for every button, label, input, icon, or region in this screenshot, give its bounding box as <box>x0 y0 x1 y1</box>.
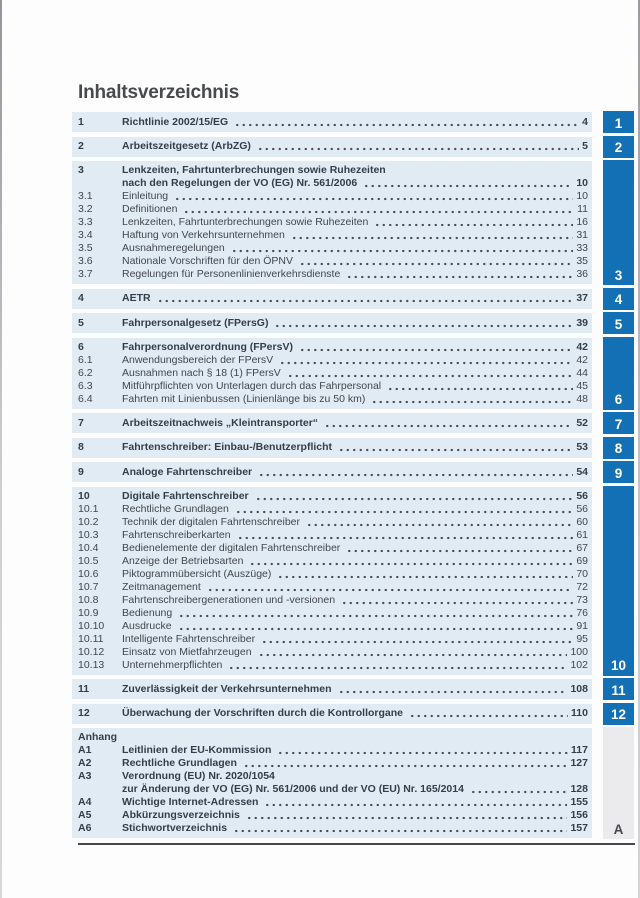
toc-group <box>72 462 592 482</box>
dot-leader <box>174 197 573 201</box>
toc-entry-number: 1 <box>78 115 84 128</box>
toc-row <box>72 393 592 406</box>
toc-entry-title: Einsatz von Mietfahrzeugen <box>122 645 252 658</box>
toc-entry-title: Ausdrucke <box>122 619 172 632</box>
toc-row <box>72 367 592 380</box>
toc-entry-title: Haftung von Verkehrsunternehmen <box>122 229 285 241</box>
toc-entry-title: Arbeitszeitgesetz (ArbZG) <box>122 140 251 152</box>
toc-entry-number: 3.2 <box>78 203 93 215</box>
toc-entry-title: Regelungen für Personenlinienverkehrsdienste <box>122 268 341 280</box>
toc-row <box>72 809 592 822</box>
toc-entry-title: Bedienelemente der digitalen Fahrtenschreiber <box>122 541 341 554</box>
toc-entry-number: 3 <box>78 164 84 176</box>
toc-row <box>72 731 592 744</box>
toc-row <box>72 542 592 555</box>
toc-group <box>72 338 592 409</box>
toc-entry-page: 39 <box>576 316 588 329</box>
toc-row <box>72 581 592 594</box>
toc-row <box>72 354 592 367</box>
dot-leader <box>228 666 567 670</box>
toc-entry-title: Fahrten mit Linienbussen (Linienlänge bis zu 50 km) <box>122 392 366 405</box>
dot-leader <box>374 223 573 227</box>
index-tab-label: 4 <box>614 292 623 307</box>
index-tab-1 <box>603 111 634 133</box>
toc-entry-page: 42 <box>576 353 588 366</box>
toc-entry-number: A5 <box>78 809 92 821</box>
toc-entry-number: 8 <box>78 441 84 453</box>
toc-entry-title: Digitale Fahrtenschreiber <box>122 489 249 502</box>
dot-leader <box>207 588 574 592</box>
toc-entry-page: 54 <box>576 465 588 478</box>
toc-entry-title: Lenkzeiten, Fahrtunterbrechungen sowie Ruhezeiten <box>122 164 386 176</box>
toc-group <box>72 438 592 458</box>
dot-leader <box>299 348 573 352</box>
index-tab-9 <box>603 461 634 483</box>
toc-entry-title: Fahrtenschreiberkarten <box>122 528 231 541</box>
dot-leader <box>277 575 573 579</box>
page-bottom-rule <box>78 843 635 845</box>
toc-content <box>72 82 592 845</box>
index-tab-label: 8 <box>614 441 623 456</box>
toc-entry-number: 3.5 <box>78 242 93 254</box>
toc-entry-number: 10 <box>78 489 90 502</box>
toc-entry-page: 42 <box>576 340 588 353</box>
toc-entry-title: Definitionen <box>122 203 178 215</box>
toc-entry-number: 6.4 <box>78 392 93 405</box>
toc-entry-number: 10.9 <box>78 606 99 619</box>
toc-row <box>72 380 592 393</box>
toc-row <box>72 607 592 620</box>
toc-entry-number: 3.3 <box>78 216 93 228</box>
toc-group <box>72 679 592 699</box>
toc-entry-page: 53 <box>576 441 588 453</box>
toc-row <box>72 783 592 796</box>
dot-leader <box>255 497 574 501</box>
toc-entry-number: 10.4 <box>78 541 99 554</box>
toc-entry-page: 70 <box>576 567 588 580</box>
index-tab-A <box>603 727 634 839</box>
index-tab-label: 5 <box>614 316 623 332</box>
toc-entry-title: Zeitmanagement <box>122 580 201 593</box>
toc-entry-page: 67 <box>576 541 588 554</box>
dot-leader <box>341 601 573 605</box>
dot-leader <box>324 424 573 428</box>
toc-entry-page: 52 <box>576 416 588 429</box>
index-tab-label: 1 <box>614 115 623 131</box>
toc-entry-page: 117 <box>571 744 588 756</box>
toc-entry-number: 3.6 <box>78 255 93 267</box>
toc-entry-page: 33 <box>576 242 588 254</box>
toc-entry-title: nach den Regelungen der VO (EG) Nr. 561/2006 <box>122 177 358 189</box>
toc-entry-title: Arbeitszeitnachweis „Kleintransporter“ <box>122 416 319 429</box>
toc-group <box>72 413 592 433</box>
toc-group <box>72 728 592 838</box>
toc-entry-number: 10.1 <box>78 502 99 515</box>
toc-row <box>72 503 592 516</box>
toc-entry-number: 10.6 <box>78 567 99 580</box>
toc-entry-title: Bedienung <box>122 606 173 619</box>
toc-entry-title: Analoge Fahrtenschreiber <box>122 465 253 478</box>
toc-entry-number: 10.8 <box>78 593 99 606</box>
toc-row <box>72 229 592 242</box>
scan-edge-left <box>0 0 2 898</box>
toc-row <box>72 646 592 659</box>
dot-leader <box>346 275 573 279</box>
toc-entry-number: 10.12 <box>78 645 105 658</box>
toc-row <box>72 659 592 672</box>
toc-group <box>72 161 592 284</box>
dot-leader <box>371 400 573 404</box>
toc-entry-title: Stichwortverzeichnis <box>122 822 228 834</box>
toc-entry-number: 10.5 <box>78 554 99 567</box>
toc-entry-page: 35 <box>576 255 588 267</box>
toc-row <box>72 707 592 720</box>
toc-entry-title: Zuverlässigkeit der Verkehrsunternehmen <box>122 682 332 695</box>
toc-entry-page: 73 <box>576 593 588 606</box>
toc-entry-title: Verordnung (EU) Nr. 2020/1054 <box>122 770 275 782</box>
index-tab-8 <box>603 437 634 459</box>
index-tab-label: 11 <box>611 682 626 698</box>
toc-entry-number: A2 <box>78 757 92 769</box>
toc-entry-title: Abkürzungsverzeichnis <box>122 809 240 821</box>
dot-leader <box>338 690 568 694</box>
index-tab-label: 9 <box>614 465 623 481</box>
toc-row <box>72 770 592 783</box>
toc-entry-title: Fahrtenschreibergenerationen und -versionen <box>122 593 336 606</box>
toc-entry-number: Anhang <box>78 731 118 743</box>
dot-leader <box>291 236 573 240</box>
dot-leader <box>178 614 573 618</box>
index-tab-11 <box>603 678 634 700</box>
toc-group <box>72 112 592 132</box>
toc-entry-number: 6.3 <box>78 379 93 392</box>
toc-entry-page: 36 <box>576 268 588 280</box>
toc-entry-page: 61 <box>576 528 588 541</box>
toc-row <box>72 242 592 255</box>
toc-entry-title: Unternehmerpflichten <box>122 658 223 671</box>
index-tab-10 <box>603 486 634 676</box>
toc-row <box>72 744 592 757</box>
index-tab-12 <box>603 703 634 725</box>
toc-row <box>72 255 592 268</box>
toc-entry-number: 3.7 <box>78 268 93 280</box>
dot-leader <box>246 816 568 820</box>
toc-entry-title: Mitführpflichten von Unterlagen durch das Fahrpersonal <box>122 379 382 392</box>
toc-entry-number: 10.7 <box>78 580 99 593</box>
dot-leader <box>387 387 573 391</box>
index-tab-2 <box>603 136 634 158</box>
toc-entry-page: 31 <box>576 229 588 241</box>
dot-leader <box>178 627 574 631</box>
toc-row <box>72 190 592 203</box>
toc-entry-page: 10 <box>576 177 588 189</box>
dot-leader <box>409 714 568 718</box>
toc-entry-number: 10.10 <box>78 619 105 632</box>
toc-entry-title: Ausnahmen nach § 18 (1) FPersV <box>122 366 281 379</box>
index-tab-label: 12 <box>610 707 627 722</box>
toc-entry-number: 11 <box>78 682 90 695</box>
toc-row <box>72 203 592 216</box>
toc-entry-page: 10 <box>576 190 588 202</box>
index-tab-6 <box>603 337 634 410</box>
toc-entry-page: 44 <box>576 366 588 379</box>
toc-entry-number: 6 <box>78 340 84 353</box>
toc-entry-page: 69 <box>576 554 588 567</box>
toc-group <box>72 487 592 675</box>
dot-leader <box>233 829 567 833</box>
dot-leader <box>306 523 573 527</box>
toc-entry-number: 12 <box>78 707 90 719</box>
toc-group <box>72 137 592 157</box>
toc-entry-title: Nationale Vorschriften für den ÖPNV <box>122 255 294 267</box>
toc-entry-title: Anzeige der Betriebsarten <box>122 554 244 567</box>
dot-leader <box>346 549 573 553</box>
index-tab-label: A <box>613 821 624 837</box>
dot-leader <box>231 249 574 253</box>
dot-leader <box>237 536 574 540</box>
toc-entry-page: 4 <box>582 115 588 128</box>
toc-entry-title: Fahrtenschreiber: Einbau-/Benutzerpflicht <box>122 441 333 453</box>
toc-row <box>72 466 592 479</box>
toc-row <box>72 441 592 454</box>
dot-leader <box>157 299 574 303</box>
toc-entry-number: 3.1 <box>78 190 93 202</box>
toc-row <box>72 341 592 354</box>
toc-row <box>72 490 592 503</box>
toc-entry-page: 91 <box>576 619 588 632</box>
toc-entry-page: 76 <box>576 606 588 619</box>
toc-row <box>72 568 592 581</box>
dot-leader <box>257 147 579 151</box>
index-tab-label: 6 <box>614 392 623 407</box>
toc-entry-page: 108 <box>570 682 588 695</box>
toc-row <box>72 757 592 770</box>
dot-leader <box>287 374 574 378</box>
index-tab-7 <box>603 412 634 434</box>
toc-entry-title: Richtlinie 2002/15/EG <box>122 115 229 128</box>
index-tab-label: 7 <box>614 416 623 432</box>
toc-group <box>72 289 592 309</box>
toc-entry-title: Anwendungsbereich der FPersV <box>122 353 274 366</box>
index-tab-4 <box>603 288 634 310</box>
dot-leader <box>363 184 573 188</box>
index-tab-label: 2 <box>614 140 623 155</box>
toc-entry-title: Fahrpersonalgesetz (FPersG) <box>122 316 269 329</box>
toc-entry-title: Leitlinien der EU-Kommission <box>122 744 272 756</box>
toc-entry-page: 56 <box>576 502 588 515</box>
dot-leader <box>299 262 573 266</box>
dot-leader <box>183 210 574 214</box>
toc-row <box>72 516 592 529</box>
toc-entry-number: 10.13 <box>78 658 105 671</box>
toc-entry-title: Einleitung <box>122 190 169 202</box>
toc-entry-page: 95 <box>576 632 588 645</box>
toc-entry-page: 127 <box>570 757 588 769</box>
toc-entry-title: zur Änderung der VO (EG) Nr. 561/2006 und der VO (EU) Nr. 165/2014 <box>122 783 464 795</box>
toc-entry-page: 5 <box>582 140 588 152</box>
toc-entry-title: Rechtliche Grundlagen <box>122 502 229 515</box>
index-tab-3 <box>603 160 634 285</box>
dot-leader <box>261 640 573 644</box>
toc-row <box>72 555 592 568</box>
toc-entry-title: Ausnahmeregelungen <box>122 242 225 254</box>
toc-entry-title: Überwachung der Vorschriften durch die Kontrollorgane <box>122 707 404 719</box>
toc-entry-page: 56 <box>576 489 588 502</box>
toc-entry-title: Piktogrammübersicht (Auszüge) <box>122 567 272 580</box>
toc-row <box>72 796 592 809</box>
toc-entry-page: 156 <box>570 809 588 821</box>
toc-entry-number: 3.4 <box>78 229 93 241</box>
toc-entry-page: 72 <box>576 580 588 593</box>
toc-row <box>72 268 592 281</box>
toc-row <box>72 620 592 633</box>
toc-entry-page: 37 <box>576 292 588 304</box>
toc-entry-page: 128 <box>570 783 588 795</box>
toc-entry-number: A1 <box>78 744 92 756</box>
toc-entry-page: 155 <box>570 796 588 808</box>
toc-entry-title: Wichtige Internet-Adressen <box>122 796 259 808</box>
dot-leader <box>470 790 568 794</box>
toc-group <box>72 313 592 333</box>
dot-leader <box>279 361 573 365</box>
toc-list <box>72 112 592 838</box>
dot-leader <box>235 510 573 514</box>
toc-entry-title: AETR <box>122 292 151 304</box>
toc-entry-number: 10.11 <box>78 632 104 645</box>
toc-entry-page: 102 <box>570 658 588 671</box>
dot-leader <box>274 324 573 328</box>
toc-row <box>72 140 592 153</box>
toc-entry-page: 157 <box>570 822 588 834</box>
toc-entry-page: 11 <box>577 203 588 215</box>
toc-row <box>72 292 592 305</box>
toc-row <box>72 529 592 542</box>
toc-row <box>72 116 592 129</box>
toc-group <box>72 704 592 724</box>
toc-row <box>72 317 592 330</box>
dot-leader <box>243 764 568 768</box>
toc-row <box>72 633 592 646</box>
toc-entry-title: Fahrpersonalverordnung (FPersV) <box>122 340 293 353</box>
dot-leader <box>258 473 573 477</box>
toc-entry-number: A4 <box>78 796 92 808</box>
dot-leader <box>249 562 573 566</box>
toc-entry-page: 16 <box>576 216 588 228</box>
toc-entry-title: Lenkzeiten, Fahrtunterbrechungen sowie Ruhezeiten <box>122 216 369 228</box>
toc-entry-page: 110 <box>571 707 588 719</box>
dot-leader <box>258 653 568 657</box>
toc-entry-number: 10.2 <box>78 515 99 528</box>
toc-entry-number: 7 <box>78 416 84 429</box>
toc-entry-page: 100 <box>570 645 588 658</box>
toc-entry-number: 10.3 <box>78 528 99 541</box>
index-tab-label: 10 <box>610 658 627 673</box>
toc-entry-number: 5 <box>78 316 84 329</box>
toc-entry-number: 9 <box>78 465 84 478</box>
toc-entry-page: 48 <box>576 392 588 405</box>
dot-leader <box>264 803 567 807</box>
dot-leader <box>338 448 573 452</box>
toc-row <box>72 164 592 177</box>
toc-entry-number: A6 <box>78 822 92 834</box>
toc-entry-title: Intelligente Fahrtenschreiber <box>122 632 256 645</box>
toc-entry-page: 60 <box>576 515 588 528</box>
toc-entry-page: 45 <box>576 379 588 392</box>
index-tab-label: 3 <box>614 267 623 283</box>
toc-entry-number: A3 <box>78 770 92 782</box>
toc-row <box>72 822 592 835</box>
toc-entry-title: Technik der digitalen Fahrtenschreiber <box>122 515 301 528</box>
dot-leader <box>234 123 579 127</box>
toc-entry-number: 4 <box>78 292 84 304</box>
toc-row <box>72 417 592 430</box>
toc-entry-number: 6.2 <box>78 366 93 379</box>
toc-entry-title: Rechtliche Grundlagen <box>122 757 237 769</box>
index-tab-5 <box>603 312 634 334</box>
toc-row <box>72 594 592 607</box>
dot-leader <box>277 751 568 755</box>
toc-entry-number: 2 <box>78 140 84 152</box>
page-title: Inhaltsverzeichnis <box>78 82 240 103</box>
toc-row <box>72 216 592 229</box>
toc-row <box>72 683 592 696</box>
toc-entry-number: 6.1 <box>78 353 93 366</box>
toc-row <box>72 177 592 190</box>
